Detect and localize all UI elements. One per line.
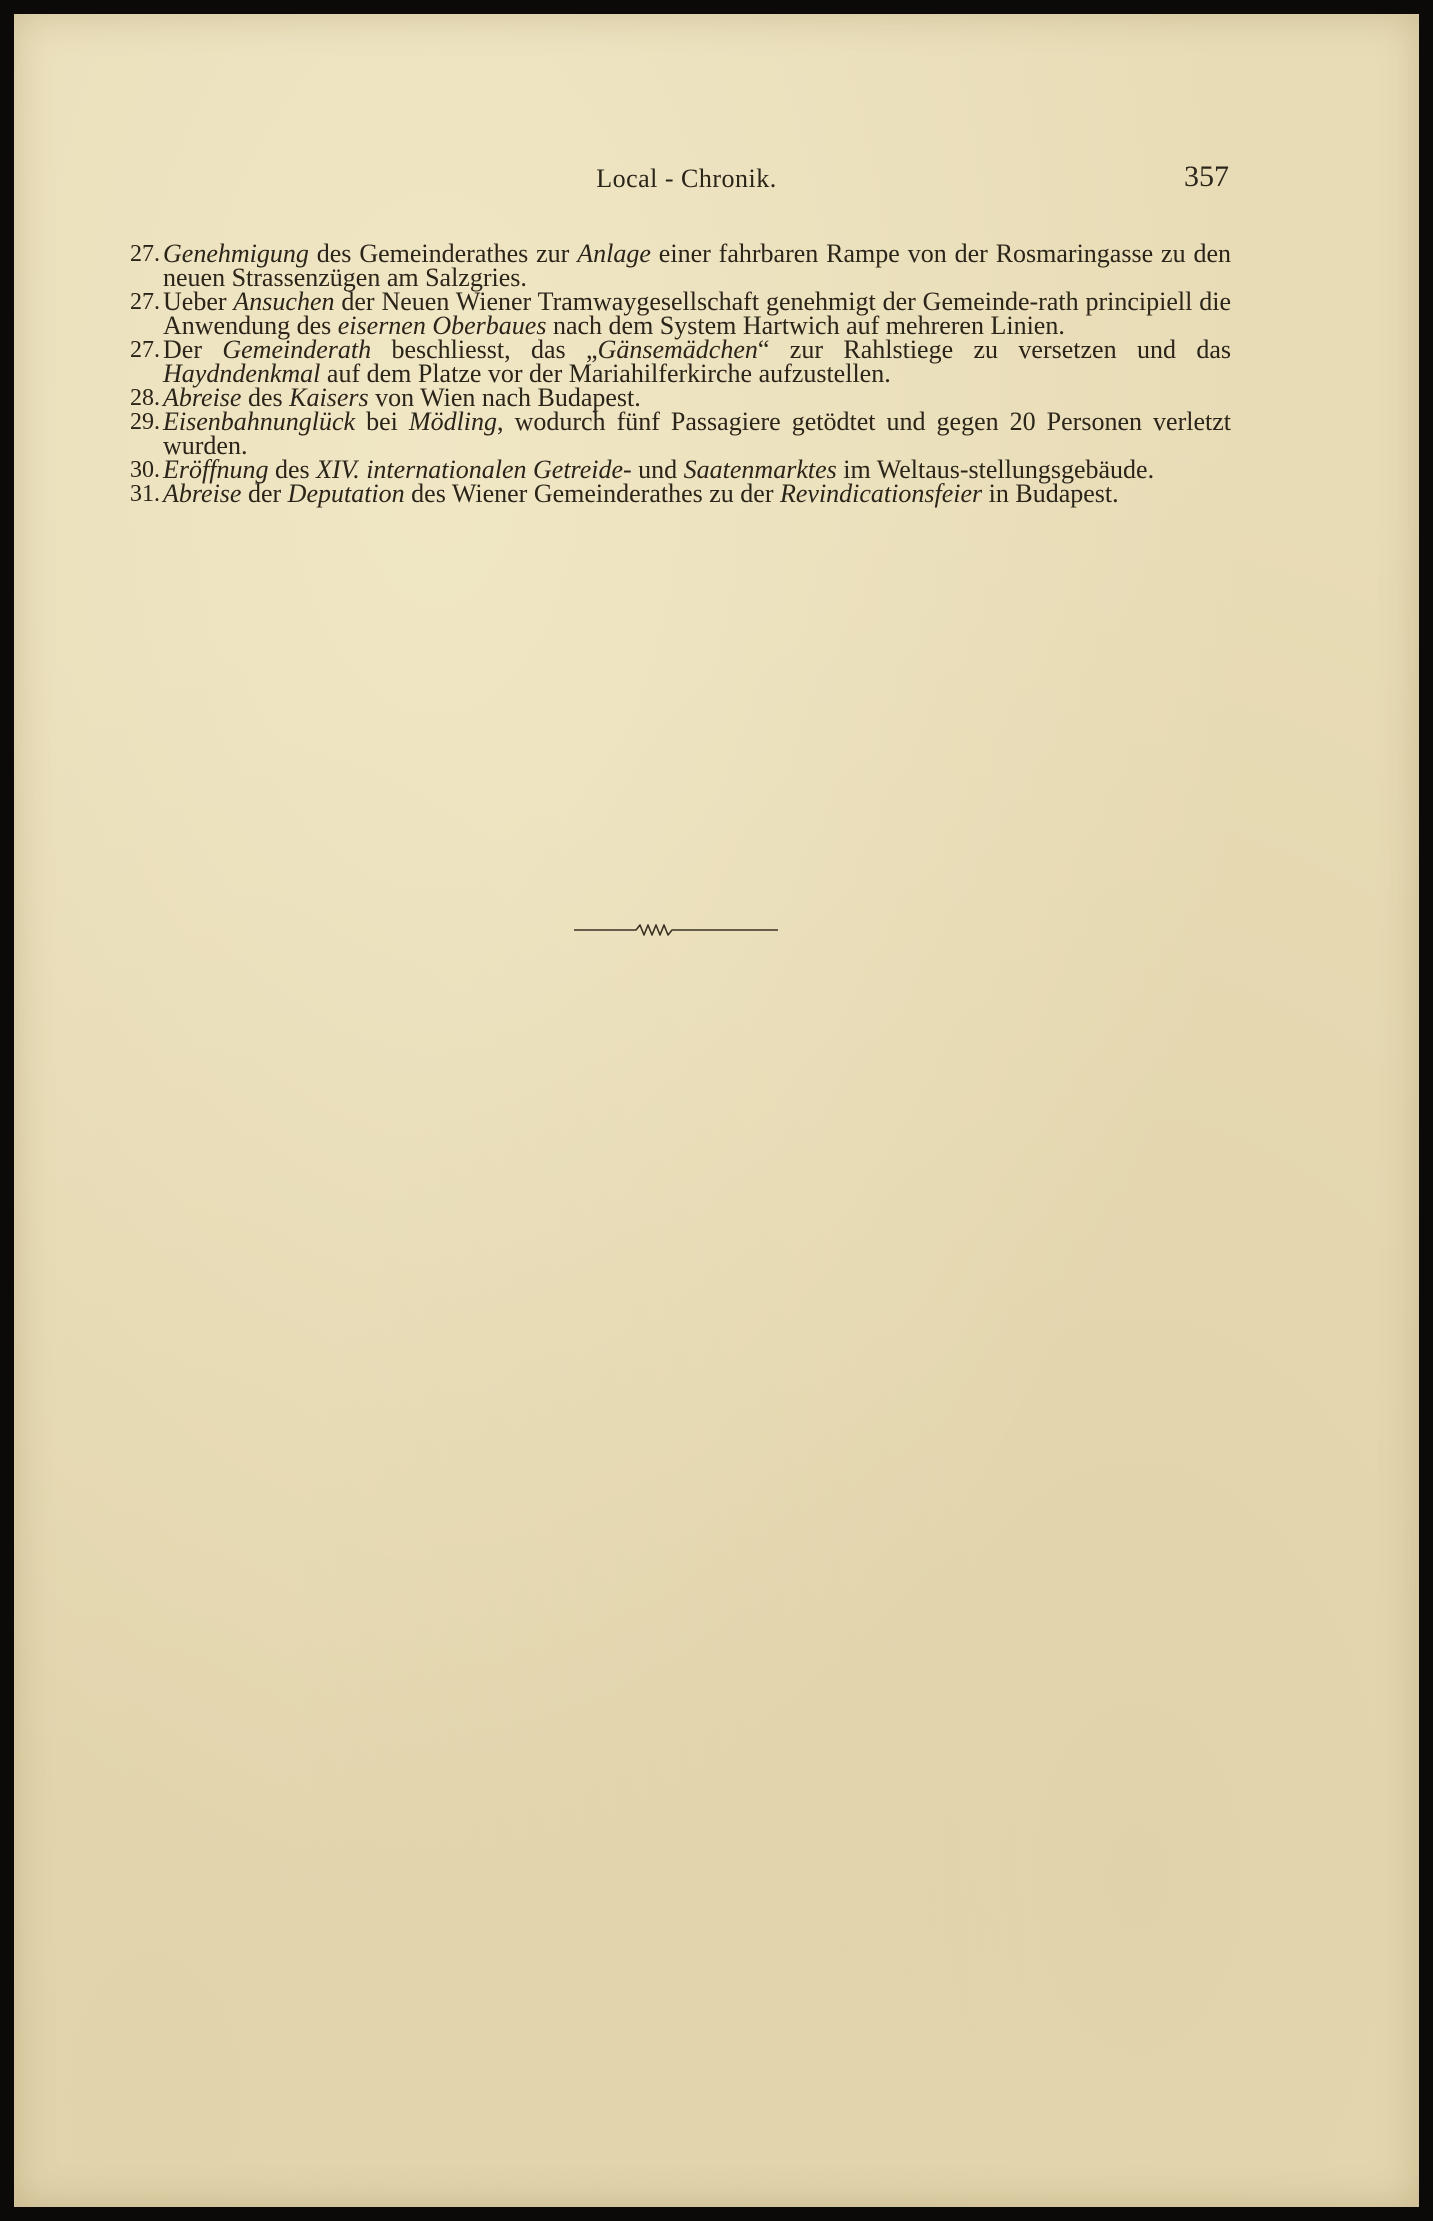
emphasized-term: Genehmigung: [163, 239, 309, 268]
emphasized-term: Gemeinderath: [222, 335, 372, 364]
page-header: [144, 160, 1229, 200]
entry-text-run: des: [241, 383, 290, 412]
emphasized-term: Kaisers: [289, 383, 369, 412]
entry-text-run: beschliesst, das „: [371, 335, 598, 364]
emphasized-term: Abreise: [163, 383, 242, 412]
entry-text-run: “ zur Rahlstiege zu versetzen und das: [757, 335, 1231, 364]
emphasized-term: Saatenmarktes: [683, 455, 837, 484]
running-title: Local - Chronik.: [596, 164, 777, 193]
entry-text-run: im Weltaus-stellungsgebäude.: [836, 455, 1155, 484]
entry-text: [163, 239, 1231, 292]
entry-text: [163, 407, 1231, 460]
emphasized-term: Anlage: [577, 239, 651, 268]
chronicle-entries: [126, 239, 1232, 508]
emphasized-term: Eisenbahnunglück: [163, 407, 356, 436]
entry-text-run: bei: [355, 407, 409, 436]
entry-text-run: des: [268, 455, 317, 484]
wavy-divider-ornament: [574, 919, 778, 941]
chronicle-entry: [126, 239, 1232, 292]
emphasized-term: Haydndenkmal: [163, 359, 321, 388]
entry-text-run: in Budapest.: [982, 479, 1119, 508]
entry-text-run: Der: [163, 335, 223, 364]
emphasized-term: XIV. internationalen Getreide-: [316, 455, 632, 484]
entry-day-number: 27.: [130, 337, 160, 363]
emphasized-term: Eröffnung: [163, 455, 269, 484]
entry-text-run: nach dem System Hartwich auf mehreren Linien.: [546, 311, 1065, 340]
entry-text: [163, 287, 1231, 340]
emphasized-term: Gänsemädchen: [597, 335, 758, 364]
entry-text-run: des Wiener Gemeinderathes zu der: [404, 479, 780, 508]
emphasized-term: Mödling: [408, 407, 498, 436]
entry-text-run: des Gemeinderathes zur: [308, 239, 578, 268]
chronicle-entry: [126, 335, 1231, 388]
chronicle-entry: [126, 407, 1231, 460]
entry-day-number: 27.: [130, 241, 160, 267]
entry-text-run: Ueber: [163, 287, 234, 316]
emphasized-term: Ansuchen: [233, 287, 335, 316]
emphasized-term: Abreise: [163, 479, 242, 508]
entry-day-number: 27.: [130, 289, 160, 315]
emphasized-term: Revindicationsfeier: [779, 479, 983, 508]
entry-text-run: und: [631, 455, 684, 484]
entry-day-number: 28.: [130, 385, 160, 411]
entry-text-run: auf dem Platze vor der Mariahilferkirche aufzustellen.: [320, 359, 891, 388]
entry-text-run: einer fahrbaren Rampe von der Rosmaringasse zu den neuen Strassenzügen am Salzgries.: [163, 239, 1232, 292]
emphasized-term: Deputation: [287, 479, 405, 508]
chronicle-entry: [126, 287, 1231, 340]
entry-text-run: von Wien nach Budapest.: [368, 383, 641, 412]
entry-day-number: 29.: [130, 409, 160, 435]
entry-text: [163, 335, 1231, 388]
book-page: [14, 14, 1419, 2207]
page-number: 357: [1184, 160, 1229, 193]
entry-text: [163, 479, 1119, 508]
entry-day-number: 30.: [130, 457, 160, 483]
entry-text-run: der Neuen Wiener Tramwaygesellschaft genehmigt der Gemeinde-rath principiell die Anwendung des: [163, 287, 1231, 340]
chronicle-entry: [126, 479, 1231, 508]
entry-day-number: 31.: [130, 481, 160, 507]
emphasized-term: eisernen Oberbaues: [337, 311, 547, 340]
entry-text-run: der: [241, 479, 288, 508]
entry-text-run: , wodurch fünf Passagiere getödtet und gegen 20 Personen verletzt wurden.: [163, 407, 1231, 460]
